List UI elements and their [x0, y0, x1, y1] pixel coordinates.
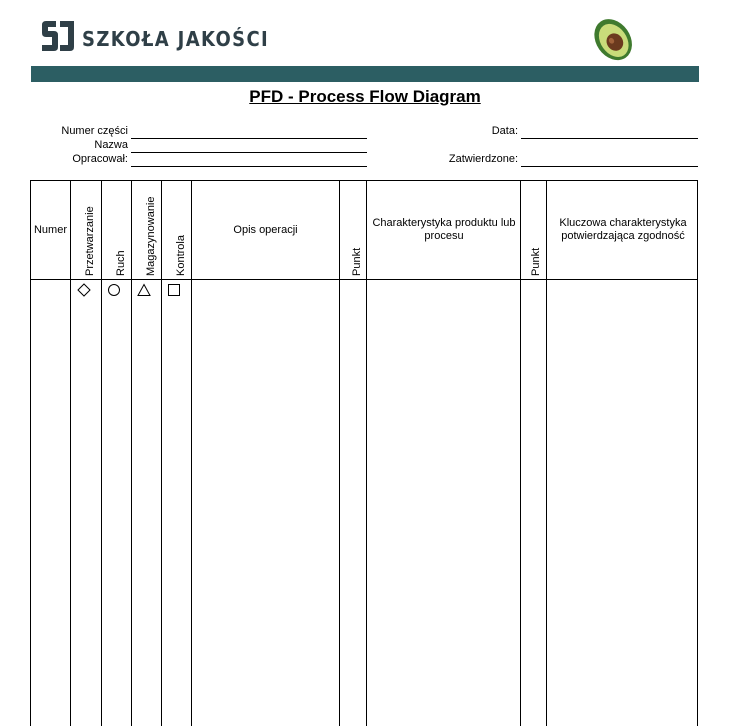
header-operation-description: Opis operacji	[233, 224, 298, 236]
part-number-label: Numer części	[61, 125, 128, 137]
column-divider	[101, 180, 102, 726]
header-divider	[30, 279, 698, 280]
brand-name: SZKOŁA JAKOŚCI	[82, 27, 270, 51]
date-label: Data:	[491, 125, 518, 137]
header-product-characteristic: Charakterystyka produktu lub procesu	[372, 217, 516, 242]
header-key-characteristic: Kluczowa charakterystyka potwierdzająca zgodność	[559, 217, 687, 242]
avocado-icon	[586, 14, 638, 62]
sj-monogram-icon	[40, 19, 76, 53]
header-processing: Przetwarzanie	[84, 206, 96, 276]
header-control: Kontrola	[175, 235, 187, 276]
square-icon	[167, 283, 181, 297]
prepared-by-label: Opracował:	[72, 153, 128, 165]
triangle-icon	[137, 283, 151, 297]
brand-logo	[40, 18, 290, 54]
header-point: Punkt	[351, 247, 363, 276]
header-storage: Magazynowanie	[145, 196, 157, 276]
column-divider	[191, 180, 192, 726]
part-number-field[interactable]	[131, 138, 367, 139]
prepared-by-field[interactable]	[131, 166, 367, 167]
column-divider	[520, 180, 521, 726]
page-title: PFD - Process Flow Diagram	[249, 87, 481, 106]
approved-label: Zatwierdzone:	[448, 153, 518, 165]
circle-icon	[107, 283, 121, 297]
header-number: Numer	[33, 224, 67, 236]
diamond-icon	[77, 283, 91, 297]
column-divider	[339, 180, 340, 726]
column-divider	[366, 180, 367, 726]
name-field[interactable]	[131, 152, 367, 153]
header-band	[31, 66, 699, 82]
column-divider	[131, 180, 132, 726]
column-divider	[161, 180, 162, 726]
column-divider	[70, 180, 71, 726]
column-divider	[546, 180, 547, 726]
header-point: Punkt	[530, 247, 542, 276]
header-movement: Ruch	[115, 250, 127, 276]
date-field[interactable]	[521, 138, 698, 139]
approved-field[interactable]	[521, 166, 698, 167]
name-label: Nazwa	[94, 139, 128, 151]
